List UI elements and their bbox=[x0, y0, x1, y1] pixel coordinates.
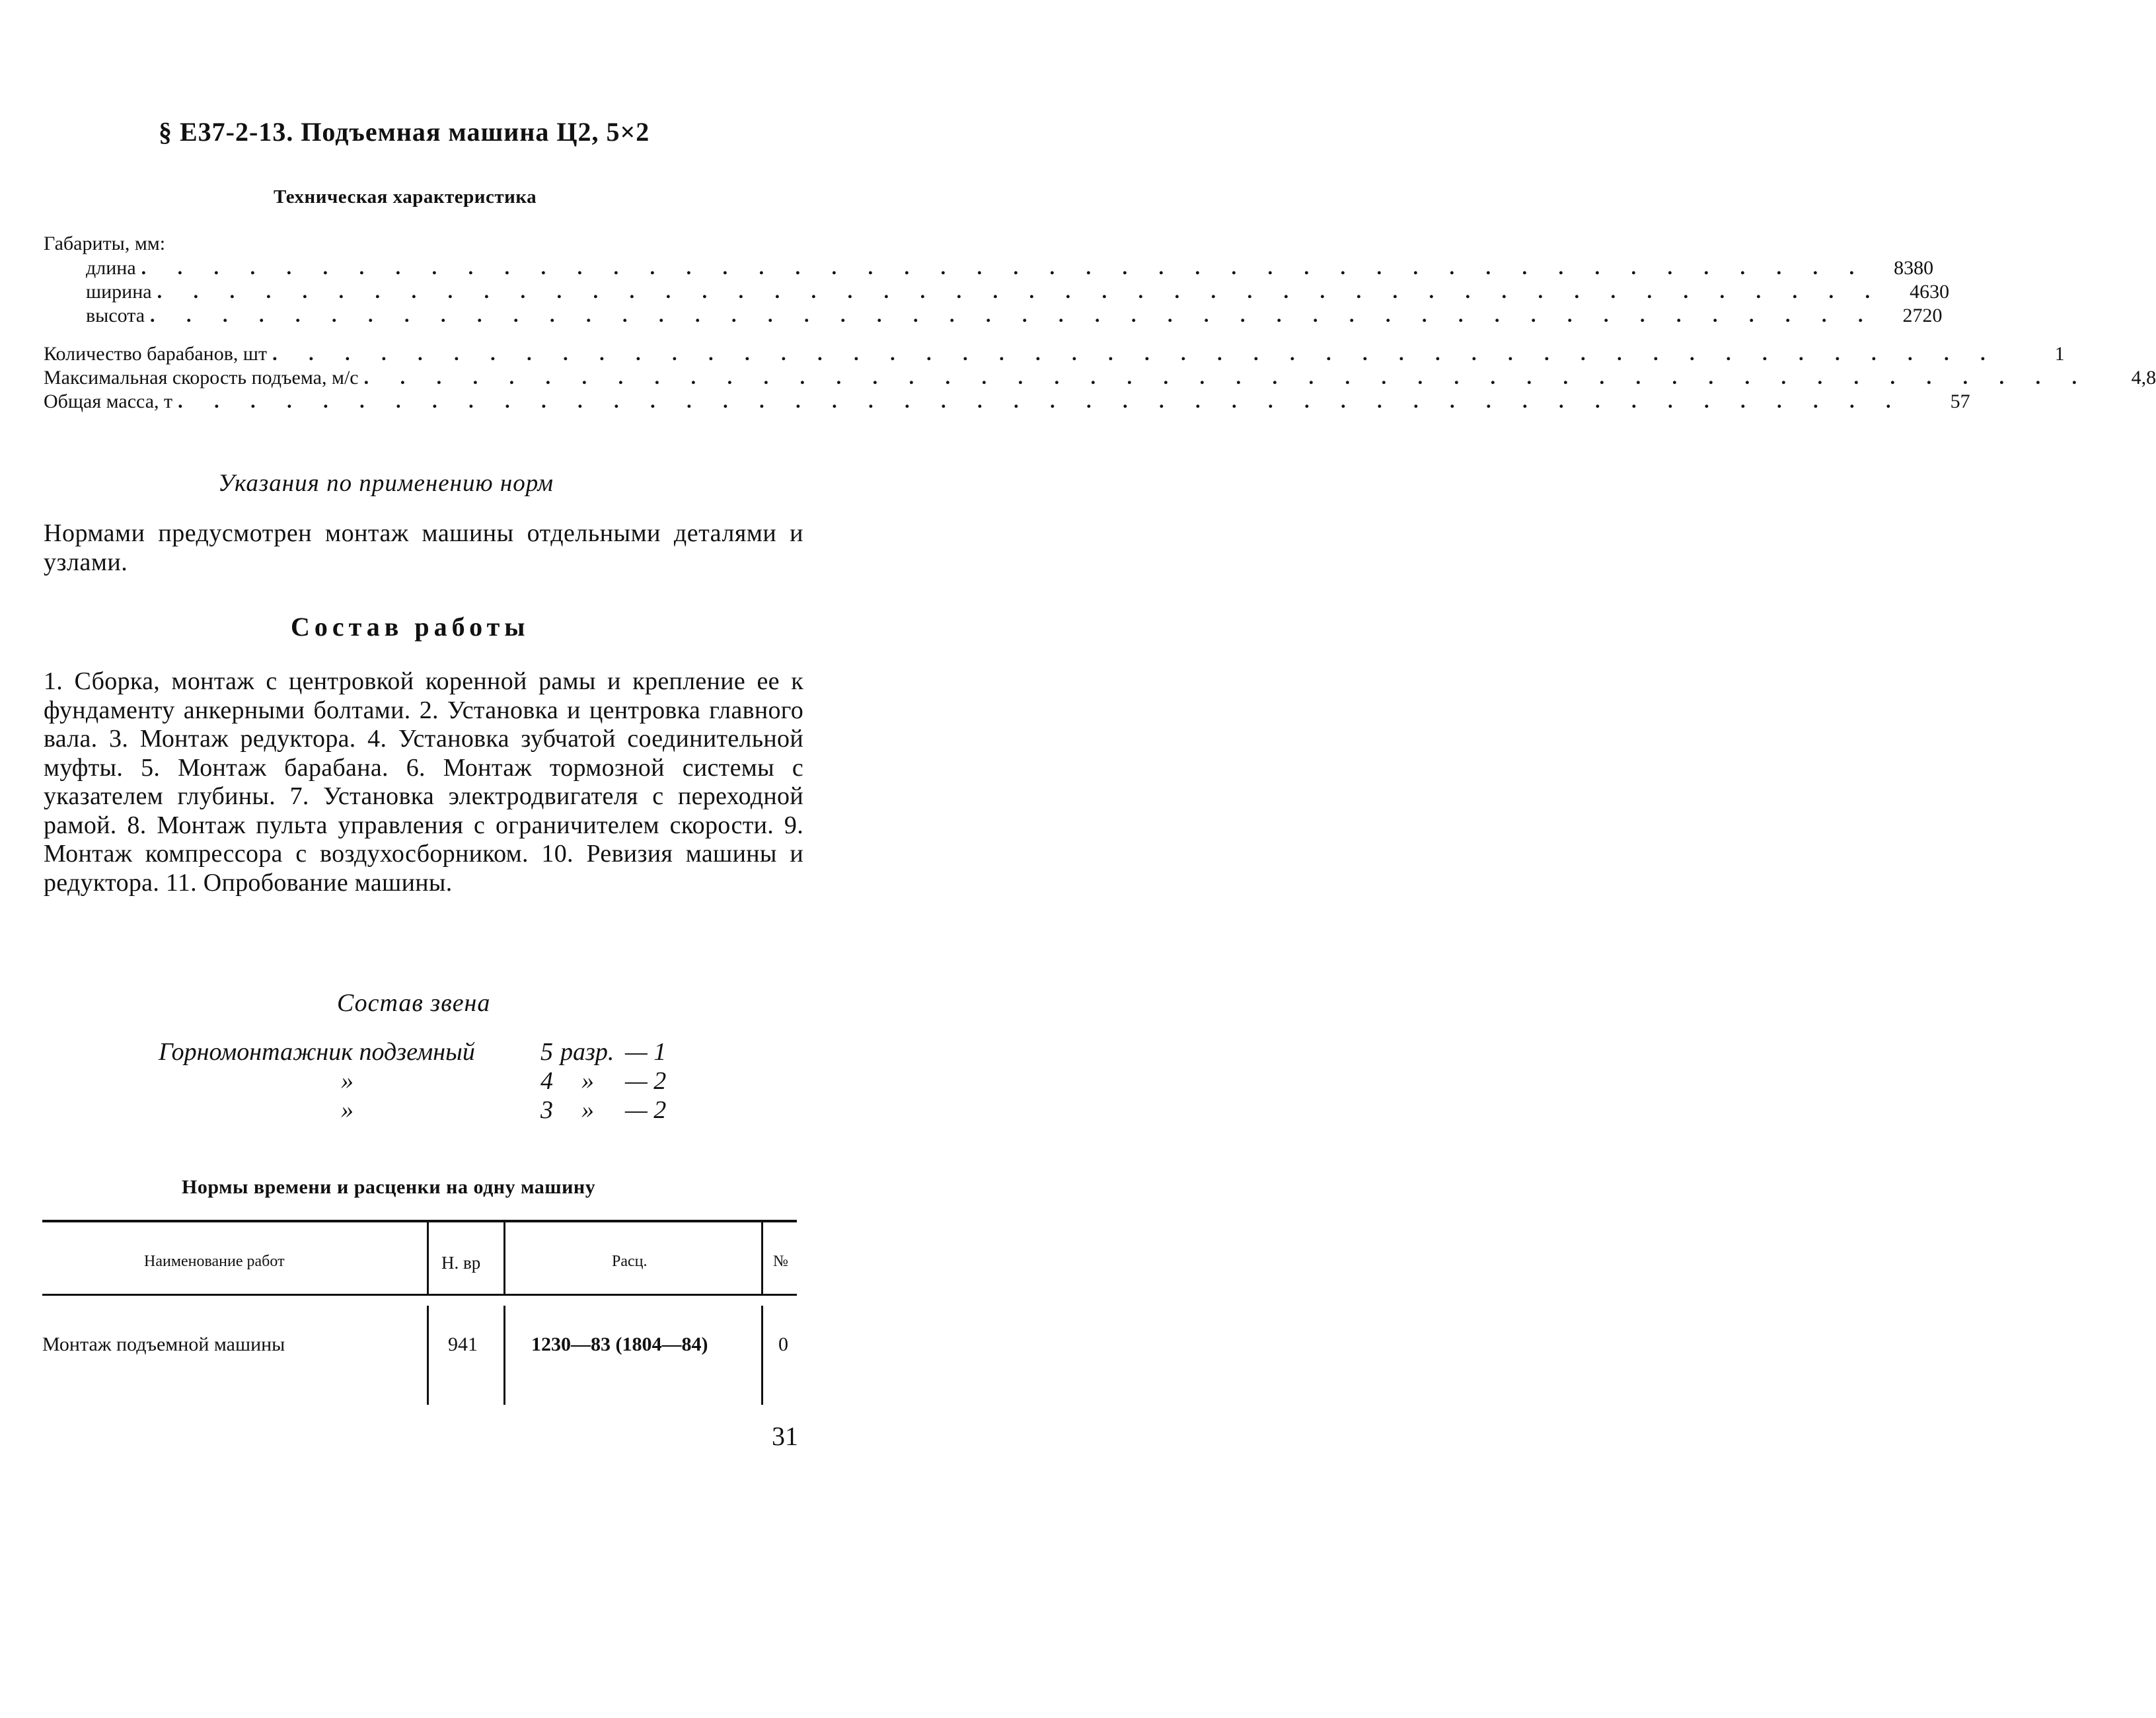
row-name: Монтаж подъемной машины bbox=[42, 1333, 285, 1355]
row-number: 0 bbox=[778, 1333, 788, 1355]
table-header-rule bbox=[42, 1294, 797, 1296]
spec-value: 8380 bbox=[1894, 257, 1934, 279]
norms-title: Нормы времени и расценки на одну машину bbox=[182, 1176, 596, 1198]
crew-count: — 2 bbox=[625, 1096, 667, 1124]
spec-row-width bbox=[44, 280, 1950, 304]
spec-row-length bbox=[44, 256, 1934, 280]
crew-grade: 4 bbox=[540, 1067, 553, 1095]
dimensions-group bbox=[44, 231, 1950, 328]
header-time: Н. вр bbox=[441, 1253, 481, 1273]
crew-count: — 2 bbox=[625, 1067, 667, 1095]
spec-label: Количество барабанов, шт bbox=[44, 343, 268, 365]
notes-text: Нормами предусмотрен монтаж машины отдельными деталями и узлами. bbox=[44, 519, 803, 576]
spec-label: ширина bbox=[86, 281, 152, 303]
row-price: 1230—83 (1804—84) bbox=[531, 1333, 708, 1355]
header-number: № bbox=[773, 1253, 788, 1270]
spec-value: 2720 bbox=[1902, 305, 1943, 326]
section-heading: § Е37-2-13. Подъемная машина Ц2, 5×2 bbox=[159, 117, 650, 147]
leader-dots: . . . . . . . . . . . . . . . . . . . . . . . . . . . . . . . . . . . . . . . . . . . . . . . . bbox=[150, 305, 1877, 326]
crew-name: Горномонтажник подземный bbox=[159, 1038, 475, 1066]
dimensions-label: Габариты, мм: bbox=[44, 233, 166, 254]
spec-row-speed bbox=[44, 366, 2156, 390]
spec-label: Максимальная скорость подъема, м/с bbox=[44, 367, 359, 389]
leader-dots: . . . . . . . . . . . . . . . . . . . . . . . . . . . . . . . . . . . . . . . . . . . . . . . . bbox=[272, 343, 1999, 365]
crew-title: Состав звена bbox=[337, 989, 491, 1017]
spec-row-mass bbox=[44, 390, 1970, 414]
work-title: Состав работы bbox=[291, 612, 530, 642]
crew-name: » bbox=[341, 1067, 353, 1095]
spec-value: 57 bbox=[1950, 391, 1970, 412]
header-name: Наименование работ bbox=[144, 1253, 285, 1270]
spec-label: высота bbox=[86, 305, 145, 326]
leader-dots: . . . . . . . . . . . . . . . . . . . . . . . . . . . . . . . . . . . . . . . . . . . . . . . . bbox=[141, 257, 1868, 279]
crew-count: — 1 bbox=[625, 1038, 667, 1066]
spec-row-drums bbox=[44, 342, 2065, 366]
crew-name: » bbox=[341, 1096, 353, 1124]
crew-unit: разр. bbox=[560, 1038, 614, 1066]
spec-value: 4,8 bbox=[2131, 367, 2156, 389]
crew-grade: 5 bbox=[540, 1038, 553, 1066]
spec-label: Общая масса, т bbox=[44, 391, 173, 412]
spec-value: 1 bbox=[2054, 343, 2065, 365]
crew-unit: » bbox=[581, 1096, 594, 1124]
table-divider bbox=[503, 1306, 505, 1405]
spec-value: 4630 bbox=[1910, 281, 1950, 303]
crew-grade: 3 bbox=[540, 1096, 553, 1124]
table-divider bbox=[427, 1306, 429, 1405]
leader-dots: . . . . . . . . . . . . . . . . . . . . . . . . . . . . . . . . . . . . . . . . . . . . . . . . bbox=[363, 367, 2091, 389]
table-divider bbox=[761, 1306, 763, 1405]
notes-title: Указания по применению норм bbox=[218, 470, 554, 497]
crew-unit: » bbox=[581, 1067, 594, 1095]
header-price: Расц. bbox=[612, 1253, 648, 1270]
spec-title: Техническая характеристика bbox=[274, 186, 537, 207]
spec-list bbox=[44, 231, 2156, 428]
table-divider bbox=[503, 1222, 505, 1294]
page-number: 31 bbox=[772, 1421, 798, 1451]
work-text: 1. Сборка, монтаж с центровкой коренной рамы и крепление ее к фундаменту анкерными болтами. 2. Установка и центровка главного вала. 3. Монтаж редуктора. 4. Установка зубчатой соединительной муфты. 5. Монтаж барабана. 6. Монтаж тормозной системы с указателем глубины. 7. Установка электродвигателя с переходной рамой. 8. Монтаж пульта управления с ограничителем скорости. 9. Монтаж компрессора с воздухосборником. 10. Ревизия машины и редуктора. 11. Опробование машины. bbox=[44, 667, 803, 897]
spec-items-group bbox=[44, 342, 2156, 414]
leader-dots: . . . . . . . . . . . . . . . . . . . . . . . . . . . . . . . . . . . . . . . . . . . . . . . . bbox=[157, 281, 1884, 303]
leader-dots: . . . . . . . . . . . . . . . . . . . . . . . . . . . . . . . . . . . . . . . . . . . . . . . . bbox=[178, 391, 1904, 412]
spec-row-height bbox=[44, 304, 1943, 328]
table-divider bbox=[427, 1222, 429, 1294]
row-time: 941 bbox=[448, 1333, 478, 1355]
table-divider bbox=[761, 1222, 763, 1294]
spec-label: длина bbox=[86, 257, 136, 279]
norms-table bbox=[42, 1220, 797, 1405]
table-top-rule bbox=[42, 1220, 797, 1222]
